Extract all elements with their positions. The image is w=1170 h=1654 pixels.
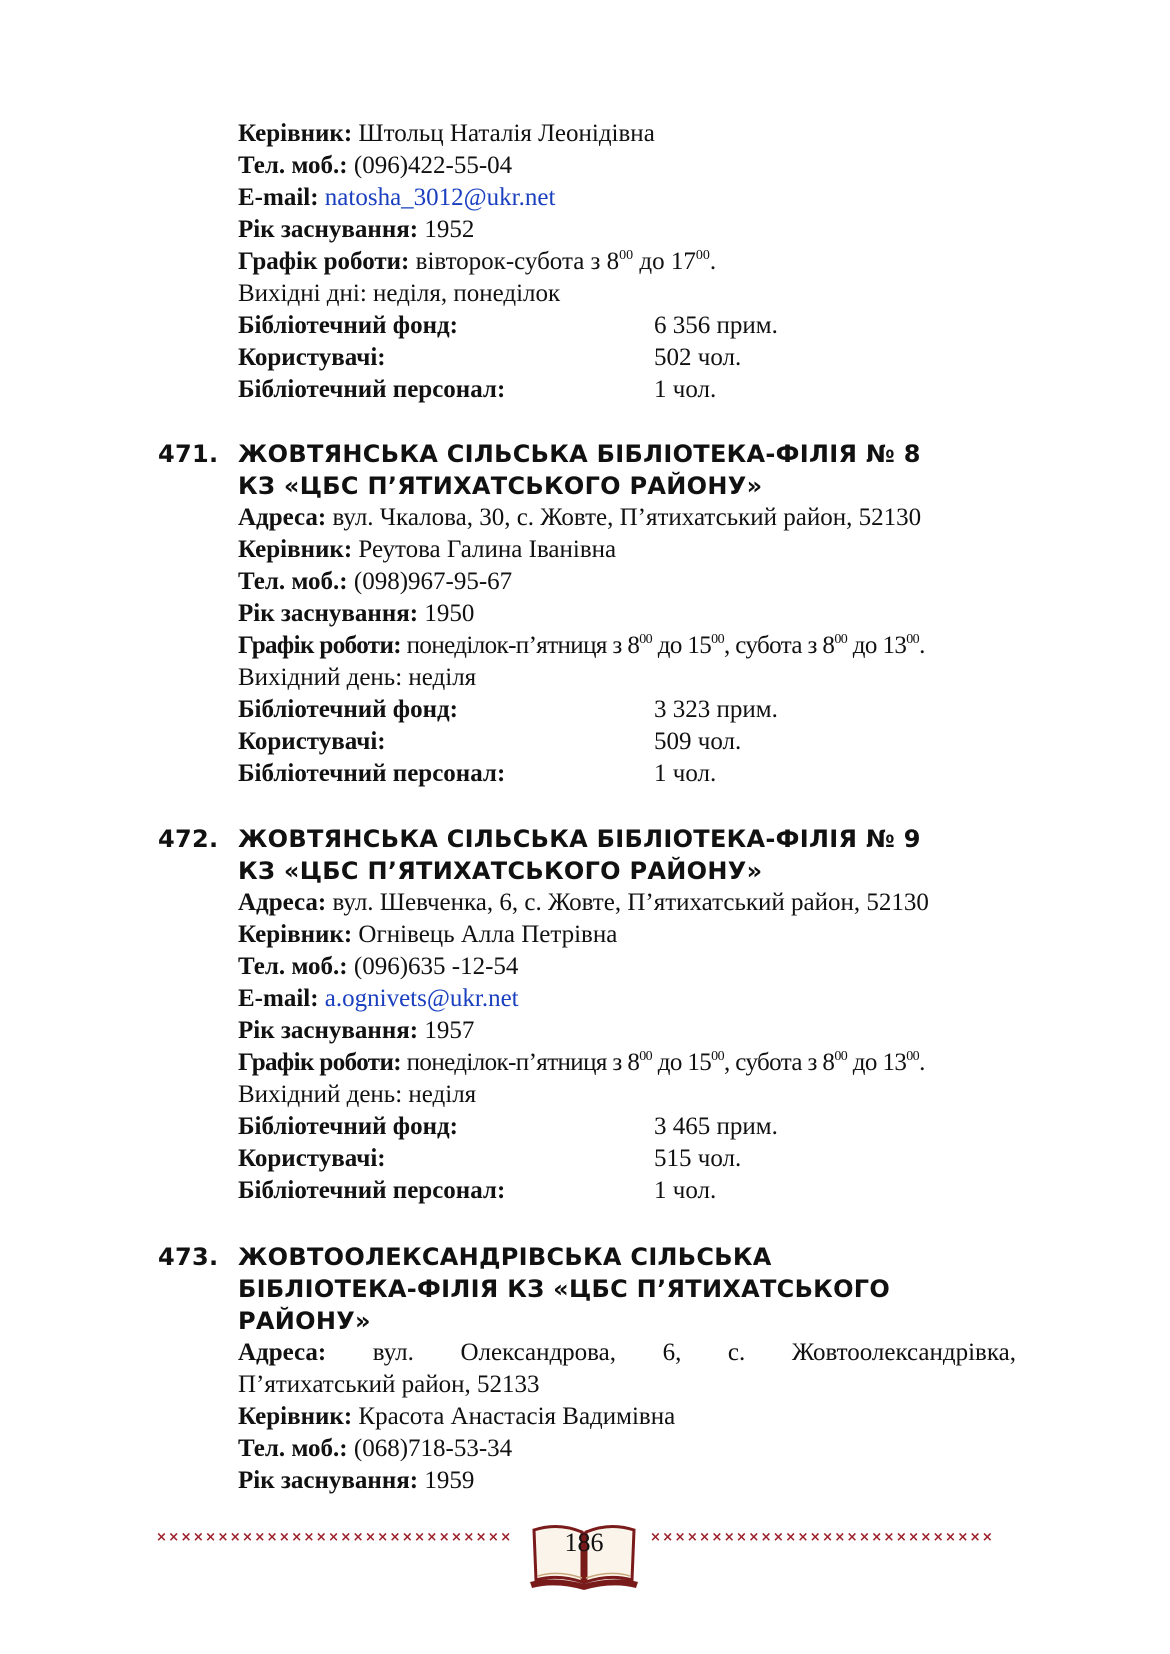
schedule-text: вівторок-субота з $8^{00}$ до $17^{00}$. — [415, 248, 717, 275]
address-line — [238, 1337, 1016, 1369]
users-value: 502 чол. — [654, 344, 742, 371]
phone-label: Тел. моб.: — [238, 568, 348, 595]
schedule-label: Графік роботи: — [238, 248, 410, 275]
address-label: Адреса: — [238, 1339, 327, 1366]
address-word: вул. — [372, 1339, 414, 1366]
founded-line — [238, 1465, 474, 1497]
phone-number: (068)718-53-34 — [353, 1435, 513, 1462]
director-line — [238, 919, 617, 951]
phone-line — [238, 566, 512, 598]
users-line — [238, 342, 742, 374]
users-line — [238, 726, 742, 758]
staff-label: Бібліотечний персонал: — [238, 376, 506, 403]
entry-number: 471. — [158, 440, 219, 468]
phone-number: (096)635 -12-54 — [353, 953, 519, 980]
fund-line — [238, 1111, 778, 1143]
phone-line — [238, 150, 512, 182]
director-line — [238, 1401, 675, 1433]
director-name: Огнівець Алла Петрівна — [358, 921, 618, 948]
fund-value: 6 356 прим. — [654, 312, 778, 339]
email-line — [238, 182, 555, 214]
schedule-line — [238, 630, 925, 662]
entry-title: ЖОВТООЛЕКСАНДРІВСЬКА СІЛЬСЬКА — [238, 1243, 772, 1271]
phone-number: (096)422-55-04 — [353, 152, 513, 179]
staff-line — [238, 758, 717, 790]
staff-line — [238, 1175, 717, 1207]
founded-line — [238, 598, 474, 630]
footer-ornament-right: ×××××××××××××××××××××××××××× — [650, 1530, 995, 1545]
address-line-2: П’ятихатський район, 52133 — [238, 1371, 540, 1398]
fund-line — [238, 310, 778, 342]
phone-label: Тел. моб.: — [238, 953, 348, 980]
address-label: Адреса: — [238, 504, 327, 531]
schedule-text: понеділок-п’ятниця з $8^{00}$ до $15^{00}$, субота з $8^{00}$ до $13^{00}$. — [406, 632, 925, 659]
founded-label: Рік заснування: — [238, 1467, 419, 1494]
address-line — [238, 502, 921, 534]
staff-label: Бібліотечний персонал: — [238, 1177, 506, 1204]
schedule-label: Графік роботи: — [238, 1049, 401, 1076]
founded-year: 1959 — [424, 1467, 475, 1494]
email-link[interactable]: a.ognivets@ukr.net — [324, 985, 519, 1012]
schedule-label: Графік роботи: — [238, 632, 401, 659]
founded-year: 1950 — [424, 600, 475, 627]
entry-title: РАЙОНУ» — [238, 1307, 371, 1335]
staff-value: 1 чол. — [654, 376, 717, 403]
phone-line — [238, 1433, 512, 1465]
director-name: Реутова Галина Іванівна — [358, 536, 617, 563]
entry-title: КЗ «ЦБС П’ЯТИХАТСЬКОГО РАЙОНУ» — [238, 857, 763, 885]
fund-label: Бібліотечний фонд: — [238, 312, 458, 339]
founded-label: Рік заснування: — [238, 216, 419, 243]
fund-value: 3 323 прим. — [654, 696, 778, 723]
address-word: с. — [727, 1339, 746, 1366]
entry-title: БІБЛІОТЕКА-ФІЛІЯ КЗ «ЦБС П’ЯТИХАТСЬКОГО — [238, 1275, 891, 1303]
director-line — [238, 534, 616, 566]
users-value: 515 чол. — [654, 1145, 742, 1172]
director-line — [238, 118, 655, 150]
address-label: Адреса: — [238, 889, 327, 916]
email-label: E-mail: — [238, 184, 319, 211]
day-off-line: Вихідний день: неділя — [238, 664, 477, 691]
schedule-text: понеділок-п’ятниця з $8^{00}$ до $15^{00}$, субота з $8^{00}$ до $13^{00}$. — [406, 1049, 925, 1076]
staff-label: Бібліотечний персонал: — [238, 760, 506, 787]
page-number: 186 — [564, 1528, 604, 1557]
footer-ornament-left: ××××××××××××××××××××××××××××× — [156, 1530, 513, 1545]
entry-title: КЗ «ЦБС П’ЯТИХАТСЬКОГО РАЙОНУ» — [238, 472, 763, 500]
founded-line — [238, 214, 474, 246]
director-name: Штольц Наталія Леонідівна — [358, 120, 655, 147]
days-off-line: Вихідні дні: неділя, понеділок — [238, 280, 561, 307]
schedule-line — [238, 246, 716, 278]
director-label: Керівник: — [238, 120, 353, 147]
users-label: Користувачі: — [238, 1145, 386, 1172]
fund-line — [238, 694, 778, 726]
users-label: Користувачі: — [238, 344, 386, 371]
phone-label: Тел. моб.: — [238, 152, 348, 179]
founded-label: Рік заснування: — [238, 600, 419, 627]
founded-year: 1952 — [424, 216, 475, 243]
staff-value: 1 чол. — [654, 1177, 717, 1204]
address-line — [238, 887, 929, 919]
phone-number: (098)967-95-67 — [353, 568, 513, 595]
founded-label: Рік заснування: — [238, 1017, 419, 1044]
founded-line — [238, 1015, 474, 1047]
users-line — [238, 1143, 742, 1175]
fund-value: 3 465 прим. — [654, 1113, 778, 1140]
staff-line — [238, 374, 717, 406]
address-word: 6, — [662, 1339, 682, 1366]
director-label: Керівник: — [238, 536, 353, 563]
director-label: Керівник: — [238, 1403, 353, 1430]
users-value: 509 чол. — [654, 728, 742, 755]
fund-label: Бібліотечний фонд: — [238, 696, 458, 723]
founded-year: 1957 — [424, 1017, 475, 1044]
fund-label: Бібліотечний фонд: — [238, 1113, 458, 1140]
phone-line — [238, 951, 518, 983]
director-label: Керівник: — [238, 921, 353, 948]
entry-number: 473. — [158, 1243, 219, 1271]
email-link[interactable]: natosha_3012@ukr.net — [324, 184, 556, 211]
address-word: Жовтоолександрівка, — [791, 1339, 1016, 1366]
email-line — [238, 983, 519, 1015]
staff-value: 1 чол. — [654, 760, 717, 787]
users-label: Користувачі: — [238, 728, 386, 755]
entry-number: 472. — [158, 825, 219, 853]
schedule-line — [238, 1047, 925, 1079]
entry-title: ЖОВТЯНСЬКА СІЛЬСЬКА БІБЛІОТЕКА-ФІЛІЯ № 8 — [238, 440, 921, 468]
day-off-line: Вихідний день: неділя — [238, 1081, 477, 1108]
email-label: E-mail: — [238, 985, 319, 1012]
entry-title: ЖОВТЯНСЬКА СІЛЬСЬКА БІБЛІОТЕКА-ФІЛІЯ № 9 — [238, 825, 921, 853]
address-text: вул. Чкалова, 30, с. Жовте, П’ятихатський район, 52130 — [332, 504, 922, 531]
director-name: Красота Анастасія Вадимівна — [358, 1403, 676, 1430]
address-text: вул. Шевченка, 6, с. Жовте, П’ятихатський район, 52130 — [332, 889, 929, 916]
phone-label: Тел. моб.: — [238, 1435, 348, 1462]
address-word: Олександрова, — [460, 1339, 617, 1366]
